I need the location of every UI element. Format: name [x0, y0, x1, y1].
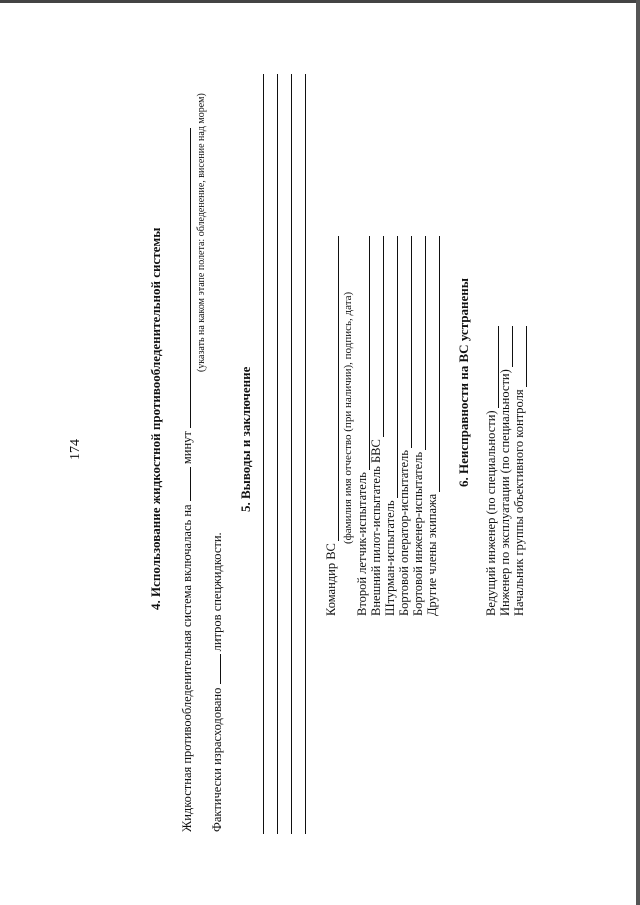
- crew-label: Бортовой оператор-испытатель: [397, 450, 411, 616]
- minutes-unit: минут: [180, 431, 194, 465]
- signer-label: Инженер по эксплуатации (по специальности): [498, 369, 512, 616]
- rotated-page-content: [60, 52, 580, 852]
- section-4-heading: 4. Использование жидкостной противообледенительной системы: [148, 227, 163, 610]
- signer-row: [484, 326, 499, 616]
- commander-row: [324, 236, 339, 616]
- section-4-line-1-text: Жидкостная противообледенительная система включалась на: [180, 504, 194, 832]
- crew-label: Второй летчик-испытатель: [355, 472, 369, 616]
- section-4-line-2: [210, 532, 225, 832]
- crew-label: Другие члены экипажа: [425, 493, 439, 616]
- crew-row: [411, 236, 426, 616]
- section-4-hint: (указать на каком этапе полета: обледенение, висение над морем): [196, 93, 207, 372]
- crew-row: [383, 236, 398, 616]
- scan-edge-right: [636, 0, 640, 905]
- flight-stage-field[interactable]: [190, 128, 191, 428]
- minutes-field[interactable]: [190, 467, 191, 501]
- crew-label: Бортовой инженер-испытатель: [411, 451, 425, 616]
- scan-edge-top: [0, 0, 640, 3]
- crew-row: [355, 236, 370, 616]
- crew-row: [369, 236, 384, 616]
- signer-row: [498, 326, 513, 616]
- page-number: 174: [68, 439, 83, 460]
- section-4-line-2-prefix: Фактически израсходовано: [210, 687, 224, 832]
- crew-row: [425, 236, 440, 616]
- signer-label: Ведущий инженер (по специальности): [484, 410, 498, 616]
- section-4-line-2-suffix: литров спецжидкости.: [210, 532, 224, 652]
- section-5-heading: 5. Выводы и заключение: [238, 366, 253, 512]
- conclusion-line-4[interactable]: [305, 74, 306, 834]
- crew-row: [397, 236, 412, 616]
- conclusion-line-3[interactable]: [291, 74, 292, 834]
- conclusion-line-2[interactable]: [277, 74, 278, 834]
- commander-hint: (фамилия имя отчество (при наличии), подпись, дата): [342, 291, 354, 544]
- liters-field[interactable]: [220, 655, 221, 685]
- crew-label: Внешний пилот-испытатель БВС: [369, 439, 383, 616]
- section-6-heading: 6. Неисправности на ВС устранены: [456, 278, 471, 487]
- signer-label: Начальник группы объективного контроля: [512, 389, 526, 616]
- crew-signature-field[interactable]: [429, 236, 440, 492]
- crew-label: Штурман-испытатель: [383, 500, 397, 616]
- conclusion-line-1[interactable]: [263, 74, 264, 834]
- signer-row: [512, 326, 527, 616]
- commander-signature-field[interactable]: [328, 236, 339, 541]
- section-4-line-1: [180, 128, 195, 832]
- commander-label: Командир ВС: [324, 543, 338, 616]
- signer-signature-field[interactable]: [516, 326, 527, 387]
